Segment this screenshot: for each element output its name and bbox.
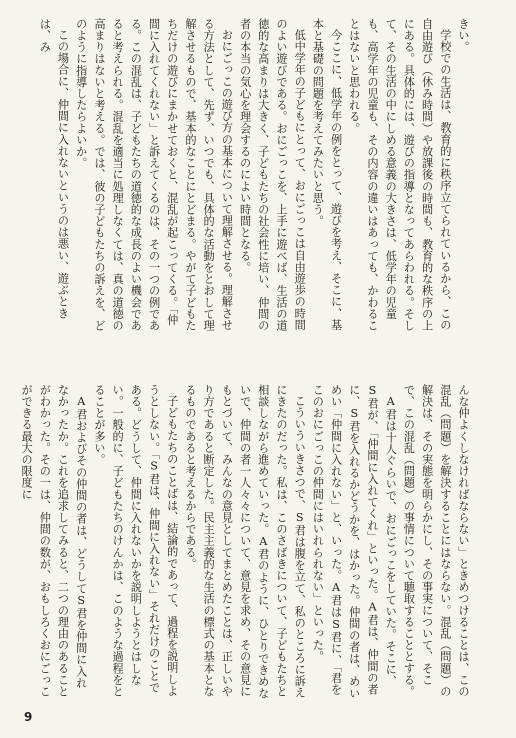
paragraph: 今ここに、低学年の例をとって、遊びを考え、そこに、基本と基礎の問題を考えてみたいと思う。: [311, 18, 343, 331]
paragraph: この場合に、仲間に入れないというのは悪い、遊ぶときは、み: [38, 18, 70, 320]
paragraph: おにごっこの遊び方の基本について理解させる。理解させる方法として、先ず、いつでも、具体的な活動をとおして理解させるもので、基本的なことにとどまる。やがて子どもたちだけの遊びにまかせておくと、混乱が起こってくる。「仲間に入れてくれない」と訴えてくるのは、その一つの例である。この混乱は、子どもたちの道徳的な成長のよい機会であると考えられる。混乱を適当に処理しなくては、真の道徳の高まりはないと考える。では、彼の子どもたちの訴えを、どのように指導したらよいか。: [74, 18, 234, 332]
upper-text-block: [20, 18, 472, 334]
paragraph: んな仲よくしなければならない」ときめつけることは、この混乱（問題）を解決することにはならない。混乱（問題）の解決は、その実態を明らかにし、その事実について、そこで、この混乱（問題）の事情について聴取することとする。: [402, 384, 470, 698]
paragraph: こういういきさつで、S君は腹を立て、私のところに訴えにきたのだった。私は、このさばきについて、子どもたちと相談しながら進めていった。A君のように、ひとりできめないで、仲間の者一人々々について、意見を求め、その意見にもとづいて、みんなの意見としてまとめたことは、正しいやり方であると断定した。民主主義的な生活の標式の基本となるものであると考えるからである。: [183, 384, 307, 699]
paragraph: きい。: [457, 18, 470, 53]
paragraph: 学校での生活は、教育的に秩序立てられているから、この自由遊び（休み時間）や放課後の時間も、教育的な秩序の上にある。具体的には、遊びの指導となってあらわれる。そして、その生活の中にしめる意義の大きさは、低学年の児童も、高学年の児童も、その内容の違いはあっても、かわることはないと思われる。: [347, 18, 452, 332]
paragraph: 子どもたちのことばは、結論的であって、過程を説明しようとしない。「S君は、仲間に入れない」それだけのことである。どうして、仲間に入れないかを説明しようとはしない。一般的に、子どもたちのけんかは、このような過程をとることが多い。: [92, 384, 179, 698]
lower-text-block: [20, 384, 472, 700]
paragraph: A君およびその仲間の者は、どうしてS君を仲間に入れなかったか。これを追求してみると、二つの理由のあることがわかった。その一は、仲間の数が、おもしろくおにごっこができる最大の限度に: [20, 384, 88, 698]
paragraph: A君は十人ぐらいで、おにごっこをしていた。そこに、S君が、「仲間に入れてくれ」といった。A君は、仲間の者に、S君を入れるかどうかを、はかった。仲間の者は、めいめい「仲間に入れない」と、いった。A君はS君に、「君をこのおにごっこの仲間にはいれられない」といった。: [311, 384, 398, 699]
paragraph: 低中学年の子どもにとって、おにごっこは自由遊歩の時間のよい遊びである。おにごっこを、上手に遊べば、生活の道徳的な高まりは大きく、子どもたちの社会性に培い、仲間の者の本当の気心を理会するのによい時間となる。: [238, 18, 307, 332]
page-number: 9: [24, 710, 33, 724]
